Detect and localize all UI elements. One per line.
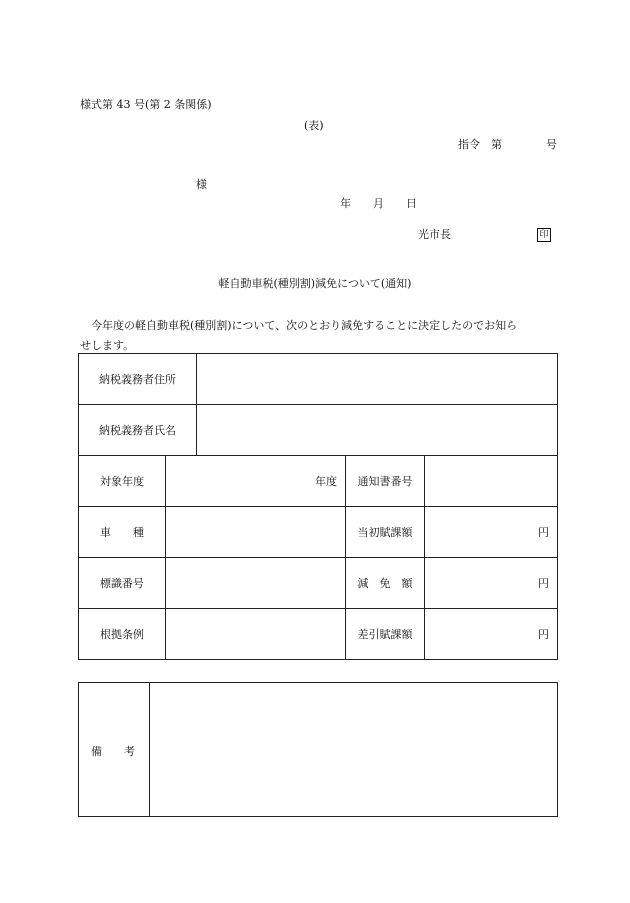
plate-number-value[interactable] — [166, 558, 346, 609]
seal-stamp: 印 — [537, 228, 551, 242]
taxpayer-address-value[interactable] — [197, 354, 558, 405]
recipient-honorific: 様 — [196, 178, 207, 191]
ordinance-value[interactable] — [166, 609, 346, 660]
net-tax-value[interactable]: 円 — [425, 609, 558, 660]
vehicle-type-value[interactable] — [166, 507, 346, 558]
vehicle-type-label: 車 種 — [79, 507, 166, 558]
table-row — [79, 456, 558, 507]
table-row — [79, 558, 558, 609]
table-row — [79, 405, 558, 456]
table-row — [79, 354, 558, 405]
order-number-label: 指令 第 号 — [458, 138, 557, 151]
notice-number-label: 通知書番号 — [346, 456, 425, 507]
body-paragraph — [80, 316, 558, 356]
form-side-label: (表) — [304, 119, 324, 132]
remarks-label: 備 考 — [91, 745, 135, 758]
taxpayer-name-value[interactable] — [197, 405, 558, 456]
body-line-2: せします。 — [80, 339, 135, 352]
table-row — [79, 609, 558, 660]
ordinance-label: 根拠条例 — [79, 609, 166, 660]
taxpayer-address-label: 納税義務者住所 — [79, 354, 197, 405]
reduction-label: 減 免 額 — [346, 558, 425, 609]
initial-tax-label: 当初賦課額 — [346, 507, 425, 558]
net-tax-label: 差引賦課額 — [346, 609, 425, 660]
target-year-label: 対象年度 — [79, 456, 166, 507]
issuer-name: 光市長 — [418, 228, 451, 241]
table-row — [79, 507, 558, 558]
target-year-value[interactable]: 年度 — [166, 456, 346, 507]
remarks-box — [78, 682, 558, 817]
remarks-label-cell — [79, 683, 150, 816]
notice-number-value[interactable] — [425, 456, 558, 507]
reduction-value[interactable]: 円 — [425, 558, 558, 609]
document-title: 軽自動車税(種別割)減免について(通知) — [218, 277, 412, 290]
initial-tax-value[interactable]: 円 — [425, 507, 558, 558]
details-table — [78, 353, 558, 660]
issue-date: 年 月 日 — [340, 197, 417, 210]
body-line-1: 今年度の軽自動車税(種別割)について、次のとおり減免することに決定したのでお知ら — [91, 319, 518, 332]
taxpayer-name-label: 納税義務者氏名 — [79, 405, 197, 456]
form-number: 様式第 43 号(第 2 条関係) — [80, 98, 212, 111]
plate-number-label: 標識番号 — [79, 558, 166, 609]
